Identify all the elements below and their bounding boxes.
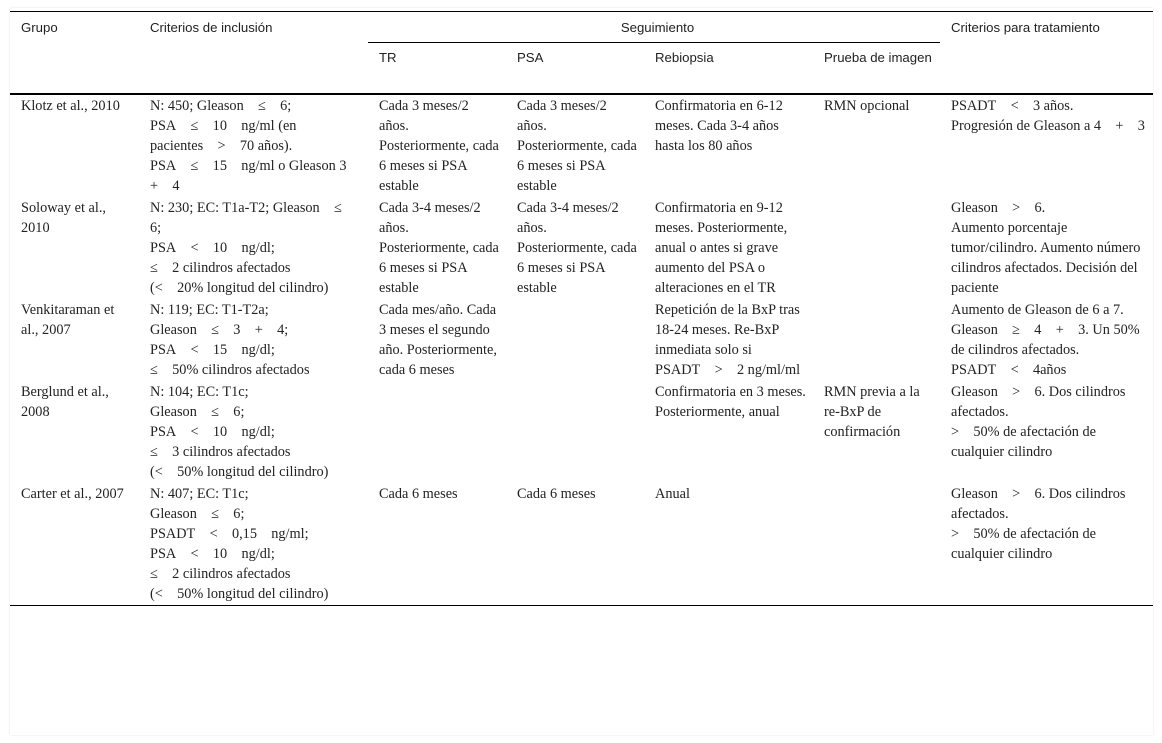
cell-psa — [506, 381, 644, 483]
cell-inclusion: N: 119; EC: T1-T2a; Gleason ≤ 3 + 4; PSA < 15 ng/dl; ≤ 50% cilindros afectados — [150, 302, 310, 378]
cell-imagen: RMN opcional — [824, 98, 910, 114]
cell-inclusion: N: 104; EC: T1c; Gleason ≤ 6; PSA < 10 ng/dl; ≤ 3 cilindros afectados (< 50% longitud del cilindro) — [150, 384, 329, 480]
table-row — [10, 94, 1153, 197]
cell-rebiopsia: Repetición de la BxP tras 18-24 meses. Re-BxP inmediata solo si PSADT > 2 ng/ml/ml — [655, 302, 801, 378]
cell-grupo: Venkitaraman et al., 2007 — [21, 302, 115, 338]
cell-tratamiento: PSADT < 3 años. Progresión de Gleason a 4 + 3 — [951, 98, 1145, 134]
cell-grupo: Soloway et al., 2010 — [21, 200, 106, 236]
cell-psa — [506, 299, 644, 381]
header-psa: PSA — [506, 43, 644, 95]
cell-grupo: Berglund et al., 2008 — [21, 384, 109, 420]
table-row — [10, 299, 1153, 381]
cell-tr — [368, 381, 506, 483]
cell-imagen — [813, 483, 940, 606]
header-seguimiento: Seguimiento — [368, 12, 940, 43]
cell-rebiopsia: Confirmatoria en 6-12 meses. Cada 3-4 años hasta los 80 años — [655, 98, 783, 154]
cell-grupo: Klotz et al., 2010 — [21, 98, 120, 114]
cell-tratamiento: Gleason > 6. Aumento porcentaje tumor/cilindro. Aumento número cilindros afectados. Decisión del paciente — [951, 200, 1141, 296]
header-rebiopsia: Rebiopsia — [644, 43, 813, 95]
header-prueba-imagen: Prueba de imagen — [813, 43, 940, 95]
cell-rebiopsia: Confirmatoria en 3 meses. Posteriormente, anual — [655, 384, 806, 420]
cell-tratamiento: Aumento de Gleason de 6 a 7. Gleason ≥ 4 + 3. Un 50% de cilindros afectados. PSADT < 4años — [951, 302, 1140, 378]
cell-tr: Cada 3 meses/2 años. Posteriormente, cada 6 meses si PSA estable — [379, 98, 499, 194]
cell-psa: Cada 6 meses — [506, 483, 644, 606]
cell-tr: Cada 6 meses — [368, 483, 506, 606]
cell-imagen — [813, 197, 940, 299]
cell-tratamiento: Gleason > 6. Dos cilindros afectados. > 50% de afectación de cualquier cilindro — [940, 483, 1153, 606]
cell-imagen: RMN previa a la re-BxP de confirmación — [824, 384, 920, 440]
surveillance-criteria-table — [10, 11, 1153, 606]
cell-psa: Cada 3-4 meses/2 años. Posteriormente, cada 6 meses si PSA estable — [517, 200, 637, 296]
header-criterios-tratamiento: Criterios para tratamiento — [940, 12, 1153, 95]
table-row — [10, 483, 1153, 606]
cell-tr: Cada mes/año. Cada 3 meses el segundo año. Posteriormente, cada 6 meses — [379, 302, 497, 378]
table-row — [10, 381, 1153, 483]
table-container — [10, 8, 1153, 735]
table-row — [10, 197, 1153, 299]
cell-grupo: Carter et al., 2007 — [10, 483, 139, 606]
header-row-top — [10, 12, 1153, 43]
cell-rebiopsia: Confirmatoria en 9-12 meses. Posteriormente, anual o antes si grave aumento del PSA o alteraciones en el TR — [655, 200, 788, 296]
cell-tratamiento: Gleason > 6. Dos cilindros afectados. > 50% de afectación de cualquier cilindro — [951, 384, 1126, 460]
header-criterios-inclusion: Criterios de inclusión — [139, 12, 368, 95]
cell-tr: Cada 3-4 meses/2 años. Posteriormente, cada 6 meses si PSA estable — [379, 200, 499, 296]
cell-imagen — [813, 299, 940, 381]
cell-inclusion: N: 230; EC: T1a-T2; Gleason ≤ 6; PSA < 10 ng/dl; ≤ 2 cilindros afectados (< 20% longitud del cilindro) — [150, 200, 342, 296]
header-grupo: Grupo — [10, 12, 139, 95]
cell-inclusion: N: 450; Gleason ≤ 6; PSA ≤ 10 ng/ml (en pacientes > 70 años). PSA ≤ 15 ng/ml o Gleason 3 + 4 — [150, 98, 347, 194]
header-tr: TR — [368, 43, 506, 95]
cell-rebiopsia: Anual — [644, 483, 813, 606]
cell-inclusion: N: 407; EC: T1c; Gleason ≤ 6; PSADT < 0,15 ng/ml; PSA < 10 ng/dl; ≤ 2 cilindros afectados (< 50% longitud del cilindro) — [139, 483, 368, 606]
cell-psa: Cada 3 meses/2 años. Posteriormente, cada 6 meses si PSA estable — [517, 98, 637, 194]
